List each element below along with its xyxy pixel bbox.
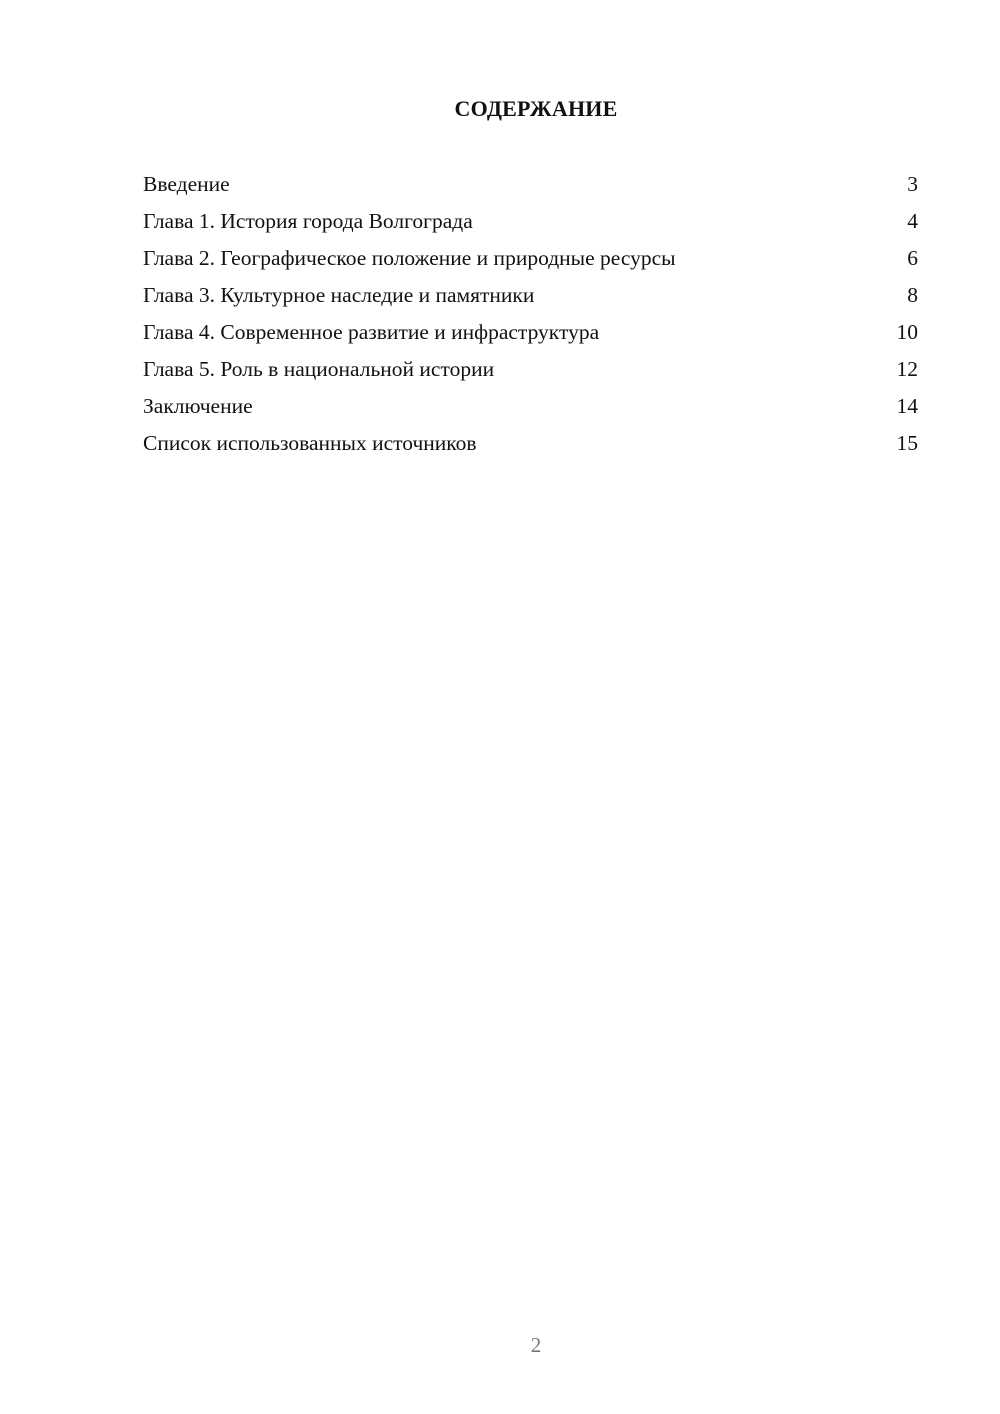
toc-entry-page: 8	[907, 283, 918, 307]
toc-entry-title: Список использованных источников	[143, 431, 477, 455]
toc-entry-chapter-3	[143, 279, 918, 316]
page-number: 2	[530, 1333, 542, 1357]
toc-entry-chapter-2	[143, 242, 918, 279]
toc-entry-page: 15	[896, 431, 918, 455]
toc-entry-title: Заключение	[143, 394, 253, 418]
toc-entry-title: Глава 5. Роль в национальной истории	[143, 357, 495, 381]
toc-entry-title: Глава 2. Географическое положение и природные ресурсы	[143, 246, 676, 270]
toc-entry-page: 6	[907, 246, 918, 270]
toc-heading: СОДЕРЖАНИЕ	[454, 96, 618, 121]
toc-entry-page: 10	[896, 320, 918, 344]
toc-entry-page: 12	[896, 357, 918, 381]
toc-entry-conclusion	[143, 390, 918, 427]
toc-entry-chapter-4	[143, 316, 918, 353]
toc-entry-introduction	[143, 168, 918, 205]
toc-entry-chapter-5	[143, 353, 918, 390]
table-of-contents	[143, 168, 918, 464]
toc-entry-page: 14	[896, 394, 918, 418]
toc-entry-page: 4	[907, 209, 918, 233]
toc-entry-title: Глава 4. Современное развитие и инфраструктура	[143, 320, 600, 344]
toc-entry-page: 3	[907, 172, 918, 196]
toc-entry-title: Введение	[143, 172, 230, 196]
toc-entry-references	[143, 427, 918, 464]
toc-entry-chapter-1	[143, 205, 918, 242]
toc-entry-title: Глава 3. Культурное наследие и памятники	[143, 283, 535, 307]
toc-entry-title: Глава 1. История города Волгограда	[143, 209, 473, 233]
